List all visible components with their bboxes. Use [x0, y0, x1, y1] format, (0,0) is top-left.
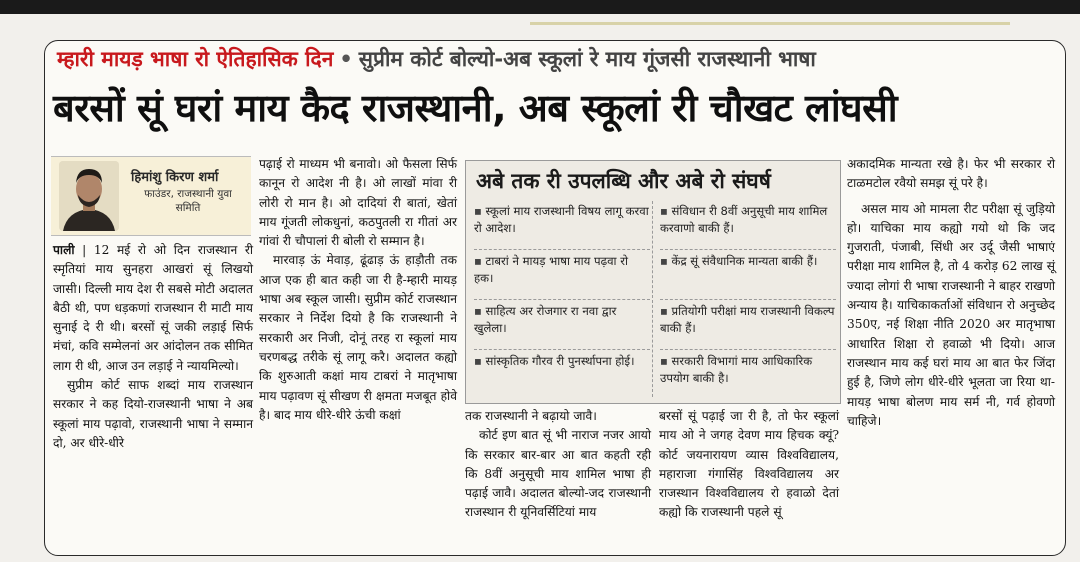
paragraph: पढ़ाई रो माध्यम भी बनावो। ओ फैसला सिर्फ कानून रो आदेश नी है। ओ लाखों मांवा री लोरी रो मान है। ओ दादियां री बातां, खेतां माय गूंजती लोकधुनां, कठपुतली रा गीतां अर गांवां री चौपालां री बोली रो सम्मान है।: [259, 157, 457, 249]
paragraph: बरसों सूं पढ़ाई जा री है, तो फेर स्कूलां माय ओ ने जगह देवण माय हिचक क्यूं? कोर्ट जयनारायण व्यास विश्वविद्यालय, महाराजा गंगासिंह विश्वविद्यालय अर राजस्थान विश्वविद्यालय रो हवाळो देतां कह्यो कि राजस्थानी पहले सूं: [659, 409, 839, 520]
paragraph: असल माय ओ मामला रीट परीक्षा सूं जुड़ियो हो। याचिका माय कह्यो गयो थो कि जद गुजराती, पंजाबी, सिंधी अर उर्दू जैसी भाषाएं परीक्षा माय शामिल है, तो 4 करोड़ 62 लाख सूं ज्यादा लोगां री भाषा राजस्थानी ने बाहर राखणो अन्याय है। याचिकाकर्ताओं संविधान रो अनुच्छेद 350ए, नई शिक्षा नीति 2020 अर मातृभाषा आधारित शिक्षा रो हवाळो भी दियो। आज राजस्थान माय कई घरां माय आ बात फेर जिंदा हुई है, जिणे लोग धीरे-धीरे भूलता जा रिया था-मायड़ भाषा बोलण माय सर्म नी, गर्व होवणो चाहिजे।: [847, 201, 1055, 428]
author-name: हिमांशु किरण शर्मा: [131, 170, 219, 185]
bullet-icon: ▪: [660, 204, 668, 218]
achievement-item: ▪ स्कूलां माय राजस्थानी विषय लागू करवा रो आदेश।: [474, 203, 650, 250]
highlight-box: [465, 160, 841, 404]
column-2: [259, 155, 457, 425]
paragraph: पाली | 12 मई रो ओ दिन राजस्थान री स्मृतियां माय सुनहरा आखरां सूं लिखयो जासी। दिल्ली माय देश री सबसे मोटी अदालत बैठी थी, पण धड़कणां राजस्थान री माटी माय सुनाई दे री थी। बरसों सूं जकी लड़ाई सिर्फ मंचां, कवि सम्मेलनां अर आंदोलन तक सीमित लाग री थी, आज उन लड़ाई ने न्यायमिल्यो।: [53, 243, 253, 373]
paragraph: तक राजस्थानी ने बढ़ायो जावै।: [465, 409, 597, 423]
bullet-icon: ▪: [660, 304, 668, 318]
column-5: [847, 155, 1055, 431]
paragraph: सुप्रीम कोर्ट साफ शब्दां माय राजस्थान सरकार ने कह दियो-राजस्थानी भाषा ने अब स्कूलां माय पढ़ावो, राजस्थानी भाषा ने सम्मान दो, अर धीरे-धीरे: [53, 378, 253, 450]
kicker-secondary: सुप्रीम कोर्ट बोल्यो-अब स्कूलां रे माय गूंजसी राजस्थानी भाषा: [358, 47, 816, 71]
struggle-item: ▪ संविधान री 8वीं अनुसूची माय शामिल करवाणो बाकी हैं।: [660, 203, 836, 250]
bullet-icon: ▪: [474, 254, 482, 268]
column-1: [53, 241, 253, 453]
column-4: [659, 407, 839, 523]
struggle-item: ▪ केंद्र सूं संवैधानिक मान्यता बाकी हैं।: [660, 253, 836, 300]
article-frame: [44, 40, 1066, 556]
column-3: [465, 407, 651, 523]
top-rule: [530, 22, 1010, 25]
kicker-separator: •: [339, 47, 353, 71]
kicker: [57, 45, 816, 73]
achievement-item: ▪ सांस्कृतिक गौरव री पुनर्स्थापना होई।: [474, 354, 635, 368]
paragraph: कोर्ट इण बात सूं भी नाराज नजर आयो कि सरकार बार-बार आ बात कहती रही कि 8वीं अनुसूची माय शामिल भाषा ही पढ़ाई जावै। अदालत बोल्यो-जद राजस्थानी राजस्थान री यूनिवर्सिटियां माय: [465, 428, 651, 520]
kicker-primary: म्हारी मायड़ भाषा रो ऐतिहासिक दिन: [57, 47, 334, 71]
byline-box: [51, 156, 251, 236]
bullet-icon: ▪: [474, 354, 482, 368]
achievement-item: ▪ टाबरां ने मायड़ भाषा माय पढ़वा रो हक।: [474, 253, 650, 300]
paragraph: मारवाड़ ऊं मेवाड़, ढूंढाड़ ऊं हाड़ौती तक आज एक ही बात कही जा री है-म्हारी मायड़ भाषा अब स्कूल जासी। सुप्रीम कोर्ट राजस्थान सरकार ने निर्देश दियो है कि राजस्थानी ने सरकारी अर निजी, दोनूं तरह रा स्कूलां माय चरणबद्ध तरीके सूं लागू करै। अदालत कह्यो कि शुरुआती कक्षां माय टाबरां ने मातृभाषा माय पढ़ावण सूं सीखण री क्षमता मजबूत होवे है। बाद माय धीरे-धीरे ऊंची कक्षां: [259, 253, 457, 422]
bullet-icon: ▪: [660, 354, 668, 368]
bullet-icon: ▪: [660, 254, 668, 268]
box-title: अबे तक री उपलब्धि और अबे रो संघर्ष: [476, 169, 771, 193]
person-icon: [59, 161, 119, 231]
bullet-icon: ▪: [474, 304, 482, 318]
struggle-item: ▪ प्रतियोगी परीक्षां माय राजस्थानी विकल्प बाकी हैं।: [660, 303, 836, 350]
top-dark-bar: [0, 0, 1080, 14]
author-photo: [59, 161, 119, 231]
paragraph: अकादमिक मान्यता रखे है। फेर भी सरकार रो टाळमटोल रवैयो समझ सूं परे है।: [847, 157, 1055, 191]
box-divider: [652, 201, 653, 397]
author-role: फाउंडर, राजस्थानी युवा समिति: [144, 188, 232, 214]
achievement-item: ▪ साहित्य अर रोजगार रा नवा द्वार खुलेला।: [474, 303, 650, 350]
headline: बरसों सूं घरां माय कैद राजस्थानी, अब स्कूलां री चौखट लांघसी: [53, 86, 898, 130]
struggle-item: ▪ सरकारी विभागां माय आधिकारिक उपयोग बाकी है।: [660, 354, 813, 385]
bullet-icon: ▪: [474, 204, 482, 218]
dateline: पाली: [53, 243, 75, 257]
